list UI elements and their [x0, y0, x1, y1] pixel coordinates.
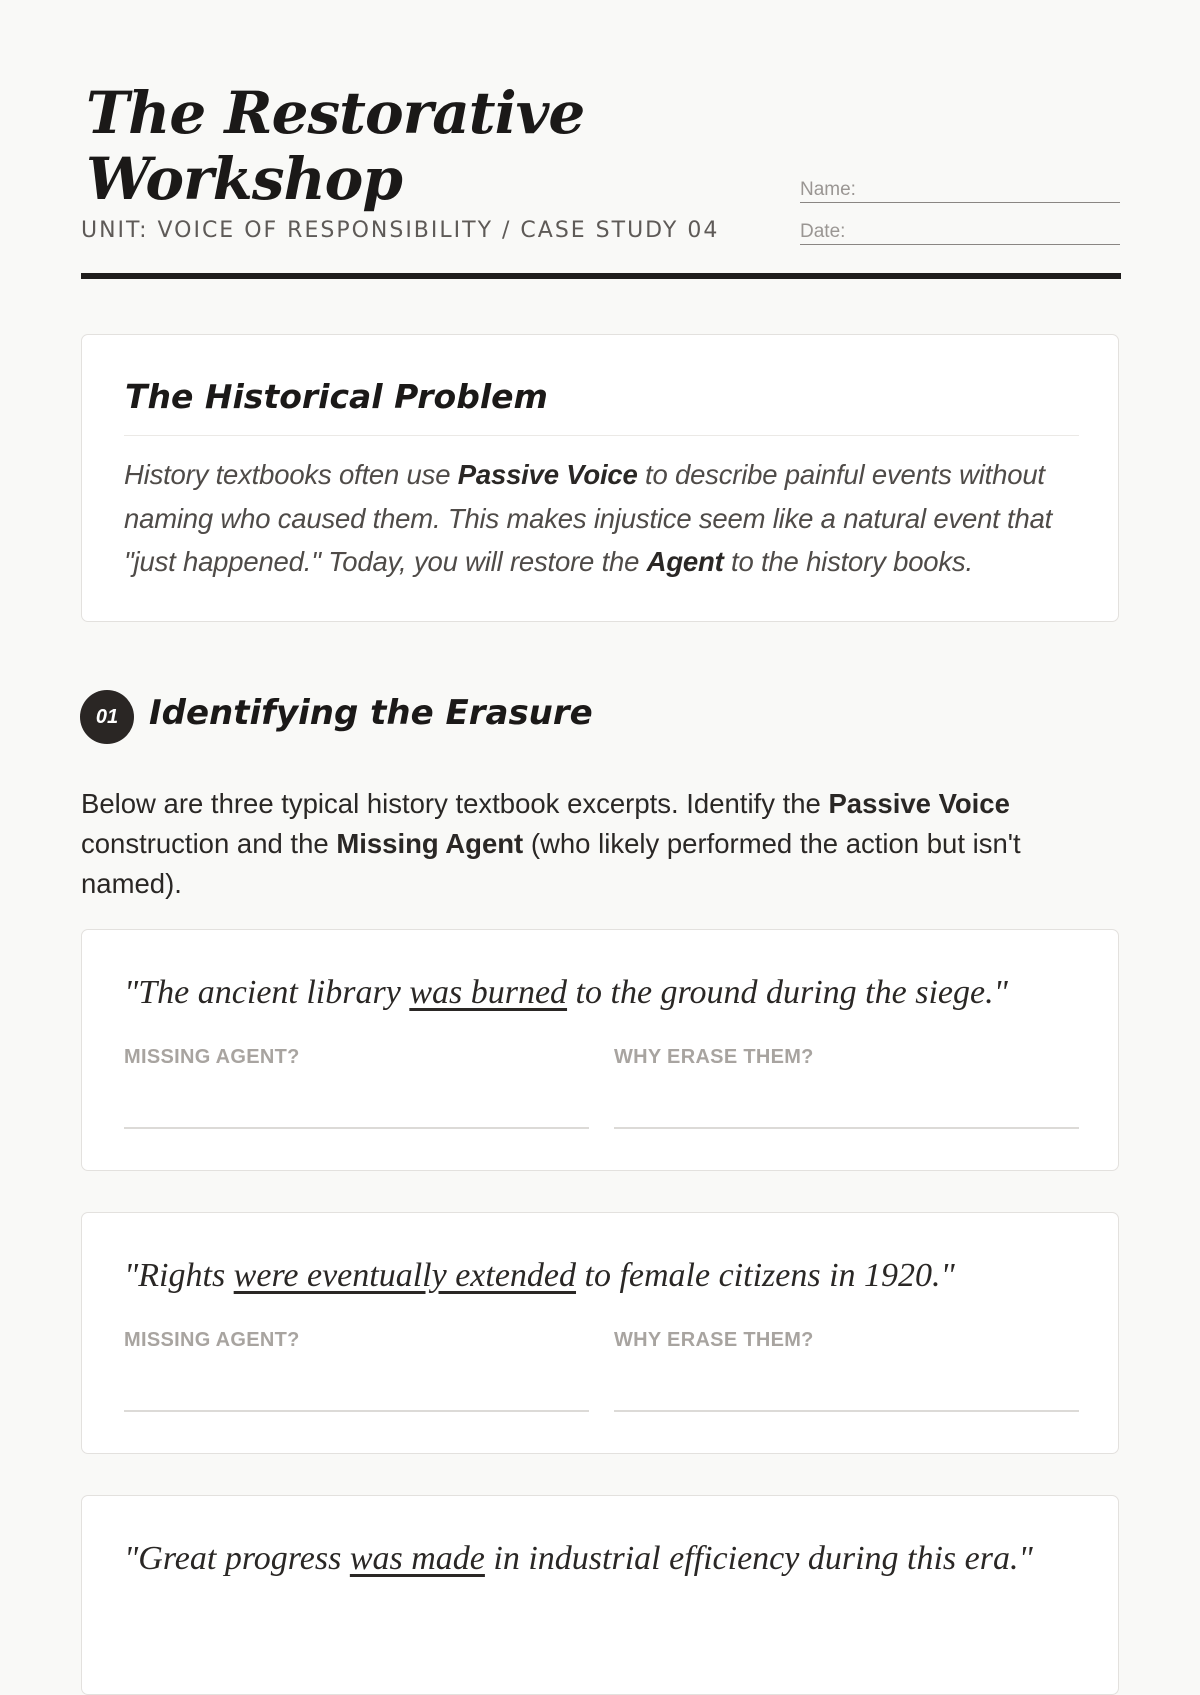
missing-agent-label: MISSING AGENT?	[124, 1046, 300, 1068]
why-erase-answer-line[interactable]	[614, 1127, 1079, 1129]
excerpt-card	[81, 1212, 1119, 1454]
section-number-badge: 01	[80, 690, 134, 744]
why-erase-label: WHY ERASE THEM?	[614, 1046, 814, 1068]
name-label: Name:	[800, 179, 856, 200]
problem-text-part: History textbooks often use	[124, 459, 458, 490]
quote-text: "Great progress	[124, 1540, 350, 1577]
passive-construction: was made	[349, 1540, 485, 1577]
intro-text-part: construction and the	[81, 828, 337, 859]
title-line-2: Workshop	[86, 145, 402, 213]
unit-subtitle: UNIT: VOICE OF RESPONSIBILITY / CASE STUDY 04	[81, 218, 720, 243]
quote-text: "Rights	[124, 1257, 234, 1294]
passive-construction: were eventually extended	[233, 1257, 577, 1294]
missing-agent-term: Missing Agent	[336, 828, 524, 859]
quote-text: "The ancient library	[124, 974, 410, 1011]
excerpt-quote	[124, 974, 1008, 1012]
worksheet-title	[86, 80, 706, 212]
problem-text-part: to describe painful events without naming who caused them. This makes injustice seem like a natural event that "just happened." Today, you will restore the	[124, 459, 1053, 577]
quote-text: to female citizens in 1920."	[576, 1257, 955, 1294]
name-field[interactable]	[800, 179, 1120, 203]
problem-text	[124, 453, 1084, 584]
problem-text-part: to the history books.	[723, 546, 973, 577]
missing-agent-answer-line[interactable]	[124, 1410, 589, 1412]
date-field[interactable]	[800, 221, 1120, 245]
passive-construction: was burned	[409, 974, 568, 1011]
intro-text-part: (who likely performed the action but isn't named).	[81, 828, 1021, 899]
section-intro	[81, 784, 1121, 904]
passive-voice-term: Passive Voice	[828, 788, 1010, 819]
why-erase-answer-line[interactable]	[614, 1410, 1079, 1412]
excerpt-quote	[124, 1257, 955, 1295]
agent-term: Agent	[646, 546, 724, 577]
header-divider	[81, 273, 1121, 279]
missing-agent-label: MISSING AGENT?	[124, 1329, 300, 1351]
problem-heading: The Historical Problem	[125, 377, 548, 416]
problem-card	[81, 334, 1119, 622]
excerpt-card	[81, 1495, 1119, 1695]
excerpt-quote	[124, 1540, 1033, 1578]
passive-voice-term: Passive Voice	[457, 459, 638, 490]
title-line-1: The Restorative	[86, 79, 585, 147]
why-erase-label: WHY ERASE THEM?	[614, 1329, 814, 1351]
section-title: Identifying the Erasure	[149, 693, 593, 733]
date-label: Date:	[800, 221, 846, 242]
excerpt-card	[81, 929, 1119, 1171]
intro-text-part: Below are three typical history textbook excerpts. Identify the	[81, 788, 829, 819]
quote-text: in industrial efficiency during this era."	[484, 1540, 1033, 1577]
quote-text: to the ground during the siege."	[567, 974, 1008, 1011]
problem-divider	[124, 435, 1079, 436]
missing-agent-answer-line[interactable]	[124, 1127, 589, 1129]
